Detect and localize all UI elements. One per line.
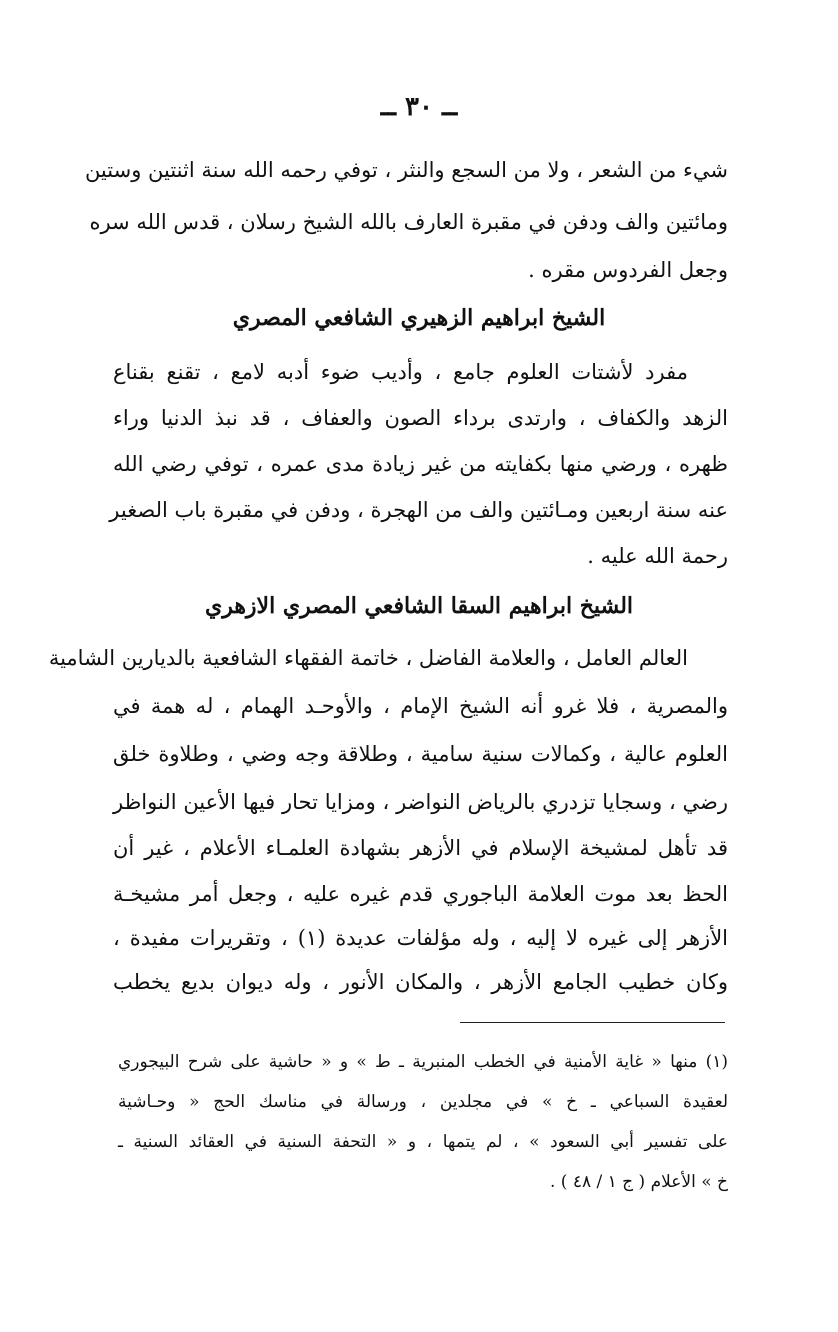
- paragraph-line: العالم العامل ، والعلامة الفاضل ، خاتمة الفقهاء الشافعية بالديارين الشامية: [48, 646, 688, 670]
- footnote-divider: [460, 1022, 725, 1023]
- paragraph-line: والمصرية ، فلا غرو أنه الشيخ الإمام ، والأوحـد الهمام ، له همة في: [113, 694, 728, 718]
- paragraph-line: الحظ بعد موت العلامة الباجوري قدم غيره عليه ، وجعل أمر مشيخـة: [113, 882, 728, 906]
- section-heading: الشيخ ابراهيم الزهيري الشافعي المصري: [232, 305, 606, 331]
- footnote-line: خ » الأعلام ( ج ١ / ٤٨ ) .: [549, 1172, 728, 1192]
- paragraph-line: مفرد لأشتات العلوم جامع ، وأديب ضوء أدبه لامع ، تقنع بقناع: [113, 360, 688, 384]
- paragraph-line: الزهد والكفاف ، وارتدى برداء الصون والعفاف ، قد نبذ الدنيا وراء: [113, 406, 728, 430]
- paragraph-line: الأزهر إلى غيره لا إليه ، وله مؤلفات عديدة (١) ، وتقريرات مفيدة ،: [113, 926, 729, 950]
- footnote-line: على تفسير أبي السعود » ، لم يتمها ، و « التحفة السنية في العقائد السنية ـ: [118, 1132, 728, 1152]
- paragraph-line: شيء من الشعر ، ولا من السجع والنثر ، توفي رحمه الله سنة اثنتين وستين: [84, 158, 728, 182]
- paragraph-line: وكان خطيب الجامع الأزهر ، والمكان الأنور ، وله ديوان بديع يخطب: [113, 970, 728, 994]
- paragraph-line: عنه سنة اربعين ومـائتين والف من الهجرة ، ودفن في مقبرة باب الصغير: [109, 498, 728, 522]
- paragraph-line: وجعل الفردوس مقره .: [528, 258, 728, 282]
- page-number: ــ ٣٠ ــ: [380, 92, 458, 122]
- footnote-line: (١) منها « غاية الأمنية في الخطب المنبرية ـ ط » و « حاشية على شرح البيجوري: [118, 1052, 728, 1072]
- paragraph-line: ظهره ، ورضي منها بكفايته من غير زيادة مدى عمره ، توفي رضي الله: [113, 452, 728, 476]
- paragraph-line: ومائتين والف ودفن في مقبرة العارف بالله الشيخ رسلان ، قدس الله سره: [89, 210, 728, 234]
- footnote-line: لعقيدة السباعي ـ خ » في مجلدين ، ورسالة في مناسك الحج « وحـاشية: [118, 1092, 728, 1112]
- section-heading: الشيخ ابراهيم السقا الشافعي المصري الازهري: [204, 593, 634, 619]
- paragraph-line: العلوم عالية ، وكمالات سنية سامية ، وطلاقة وجه وضي ، وطلاوة خلق: [113, 742, 728, 766]
- paragraph-line: قد تأهل لمشيخة الإسلام في الأزهر بشهادة العلمـاء الأعلام ، غير أن: [113, 836, 728, 860]
- paragraph-line: رحمة الله عليه .: [587, 544, 728, 568]
- paragraph-line: رضي ، وسجايا تزدري بالرياض النواضر ، ومزايا تحار فيها الأعين النواظر: [113, 790, 728, 814]
